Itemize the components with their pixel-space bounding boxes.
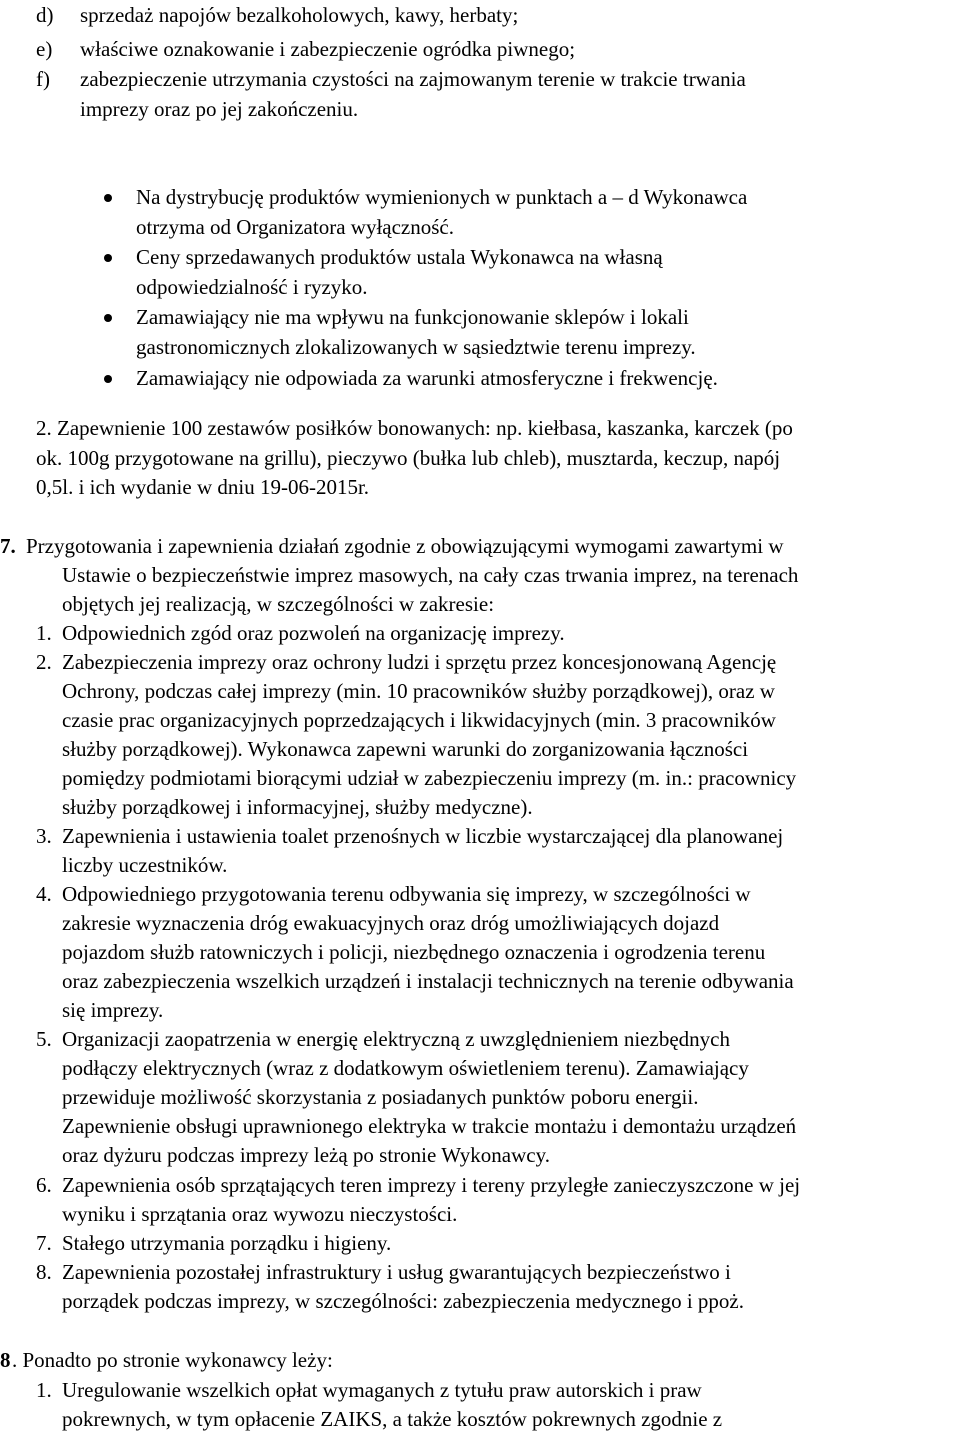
bullet-icon <box>104 194 112 202</box>
bullet-text: Zamawiający nie odpowiada za warunki atmosferyczne i frekwencję. <box>136 366 718 390</box>
bullet-text: odpowiedzialność i ryzyko. <box>136 275 368 299</box>
list-marker: 7. <box>36 1231 52 1255</box>
section-number: 8 <box>0 1348 11 1372</box>
list-text: pokrewnych, w tym opłacenie ZAIKS, a także kosztów pokrewnych zgodnie z <box>62 1407 723 1431</box>
list-text: Zapewnienia pozostałej infrastruktury i usług gwarantujących bezpieczeństwo i <box>62 1260 731 1284</box>
list-text: Zabezpieczenia imprezy oraz ochrony ludzi i sprzętu przez koncesjonowaną Agencję <box>62 650 777 674</box>
list-marker: 5. <box>36 1027 52 1051</box>
list-text: Zapewnienia osób sprzątających teren imprezy i tereny przyległe zanieczyszczone w jej <box>62 1173 801 1197</box>
list-marker: d) <box>36 3 54 27</box>
section-text: objętych jej realizacją, w szczególności w zakresie: <box>62 592 495 616</box>
list-marker: 4. <box>36 882 52 906</box>
bullet-icon <box>104 254 112 262</box>
list-text: sprzedaż napojów bezalkoholowych, kawy, herbaty; <box>80 3 519 27</box>
list-marker: 1. <box>36 1378 52 1402</box>
list-text: Ochrony, podczas całej imprezy (min. 10 pracowników służby porządkowej), oraz w <box>62 679 775 703</box>
section-text: . Ponadto po stronie wykonawcy leży: <box>12 1348 333 1372</box>
section-number: 7. <box>0 534 16 558</box>
list-text: pojazdom służb ratowniczych i policji, niezbędnego oznaczenia i ogrodzenia terenu <box>62 940 766 964</box>
list-marker: 2. <box>36 650 52 674</box>
bullet-text: Ceny sprzedawanych produktów ustala Wykonawca na własną <box>136 245 663 269</box>
list-text: służby porządkowej i informacyjnej, służby medyczne). <box>62 795 533 819</box>
list-text: zakresie wyznaczenia dróg ewakuacyjnych oraz dróg umożliwiających dojazd <box>62 911 720 935</box>
section-text: Przygotowania i zapewnienia działań zgodnie z obowiązującymi wymogami zawartymi w <box>26 534 784 558</box>
list-text: porządek podczas imprezy, w szczególności: zabezpieczenia medycznego i ppoż. <box>62 1289 744 1313</box>
list-marker: 6. <box>36 1173 52 1197</box>
list-text: liczby uczestników. <box>62 853 228 877</box>
paragraph-line: ok. 100g przygotowane na grillu), pieczywo (bułka lub chleb), musztarda, keczup, napój <box>36 446 781 470</box>
list-text: imprezy oraz po jej zakończeniu. <box>80 97 359 121</box>
list-text: przewiduje możliwość skorzystania z posiadanych punktów poboru energii. <box>62 1085 699 1109</box>
list-text: Odpowiedniego przygotowania terenu odbywania się imprezy, w szczególności w <box>62 882 751 906</box>
list-text: pomiędzy podmiotami biorącymi udział w zabezpieczeniu imprezy (m. in.: pracownicy <box>62 766 797 790</box>
list-marker: 3. <box>36 824 52 848</box>
list-text: oraz zabezpieczenia wszelkich urządzeń i instalacji technicznych na terenie odbywania <box>62 969 794 993</box>
list-marker: e) <box>36 37 53 61</box>
list-text: wyniku i sprzątania oraz wywozu nieczystości. <box>62 1202 458 1226</box>
list-text: oraz dyżuru podczas imprezy leżą po stronie Wykonawcy. <box>62 1143 550 1167</box>
list-text: Stałego utrzymania porządku i higieny. <box>62 1231 392 1255</box>
bullet-text: otrzyma od Organizatora wyłączność. <box>136 215 454 239</box>
list-marker: f) <box>36 67 50 91</box>
list-marker: 1. <box>36 621 52 645</box>
list-text: się imprezy. <box>62 998 164 1022</box>
list-text: właściwe oznakowanie i zabezpieczenie ogródka piwnego; <box>80 37 576 61</box>
list-text: Uregulowanie wszelkich opłat wymaganych z tytułu praw autorskich i praw <box>62 1378 702 1402</box>
paragraph-line: 2. Zapewnienie 100 zestawów posiłków bonowanych: np. kiełbasa, kaszanka, karczek (po <box>36 416 793 440</box>
bullet-text: Na dystrybucję produktów wymienionych w punktach a – d Wykonawca <box>136 185 748 209</box>
list-text: Zapewnienia i ustawienia toalet przenośnych w liczbie wystarczającej dla planowanej <box>62 824 784 848</box>
paragraph-line: 0,5l. i ich wydanie w dniu 19-06-2015r. <box>36 475 370 499</box>
list-text: służby porządkowej). Wykonawca zapewni warunki do zorganizowania łączności <box>62 737 749 761</box>
list-marker: 8. <box>36 1260 52 1284</box>
list-text: podłączy elektrycznych (wraz z dodatkowym oświetleniem terenu). Zamawiający <box>62 1056 749 1080</box>
list-text: czasie prac organizacyjnych poprzedzających i likwidacyjnych (min. 3 pracowników <box>62 708 776 732</box>
bullet-icon <box>104 314 112 322</box>
section-text: Ustawie o bezpieczeństwie imprez masowych, na cały czas trwania imprez, na terenach <box>62 563 799 587</box>
list-text: Organizacji zaopatrzenia w energię elektryczną z uwzględnieniem niezbędnych <box>62 1027 730 1051</box>
bullet-icon <box>104 375 112 383</box>
list-text: Zapewnienie obsługi uprawnionego elektryka w trakcie montażu i demontażu urządzeń <box>62 1114 797 1138</box>
bullet-text: gastronomicznych zlokalizowanych w sąsiedztwie terenu imprezy. <box>136 335 696 359</box>
list-text: zabezpieczenie utrzymania czystości na zajmowanym terenie w trakcie trwania <box>80 67 746 91</box>
list-text: Odpowiednich zgód oraz pozwoleń na organizację imprezy. <box>62 621 565 645</box>
bullet-text: Zamawiający nie ma wpływu na funkcjonowanie sklepów i lokali <box>136 305 689 329</box>
